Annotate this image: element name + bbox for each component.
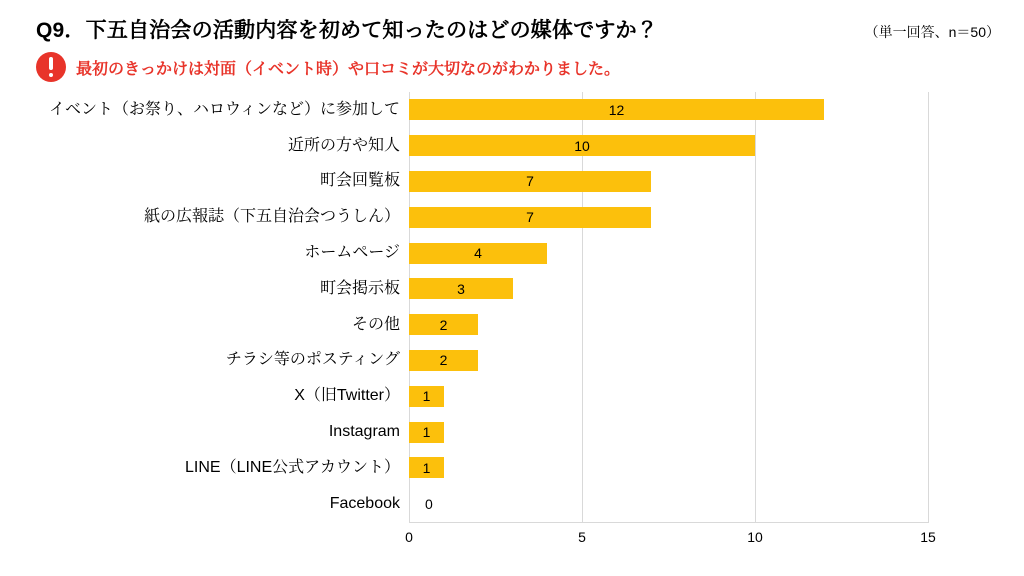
bar-value: 4 xyxy=(474,245,482,262)
plot-area xyxy=(48,92,936,545)
bar-value: 0 xyxy=(425,495,433,512)
x-tick-label: 15 xyxy=(920,529,936,545)
bar xyxy=(409,386,444,407)
page-title: Q9．下五自治会の活動内容を初めて知ったのはどの媒体ですか？ xyxy=(36,19,659,42)
x-tick-label: 10 xyxy=(747,529,763,545)
bar xyxy=(409,314,478,335)
category-label: LINE（LINE公式アカウント） xyxy=(185,458,400,476)
bar xyxy=(409,207,651,228)
table-row xyxy=(185,450,929,486)
category-label: 町会回覧板 xyxy=(319,172,400,190)
bar-value: 1 xyxy=(422,388,431,405)
bar-value: 1 xyxy=(422,459,431,476)
bar-value: 1 xyxy=(422,424,431,441)
category-label: Instagram xyxy=(328,423,400,441)
bar-value: 2 xyxy=(439,352,448,369)
table-row xyxy=(351,307,929,343)
category-label: イベント（お祭り、ハロウィンなど）に参加して xyxy=(48,100,400,118)
bar xyxy=(409,457,444,478)
bar-value: 10 xyxy=(574,137,590,154)
category-label: その他 xyxy=(351,315,400,333)
bar-value: 3 xyxy=(457,280,465,297)
bar-value: 7 xyxy=(526,173,534,190)
chart-header xyxy=(0,0,1024,92)
bar-value: 2 xyxy=(439,316,448,333)
callout xyxy=(36,52,620,82)
category-label: Facebook xyxy=(329,494,400,512)
table-row xyxy=(319,271,929,307)
table-row xyxy=(329,486,929,522)
bar-rows xyxy=(48,92,929,522)
bar xyxy=(409,171,651,192)
table-row xyxy=(287,128,929,164)
bar xyxy=(409,135,755,156)
category-label: 町会掲示板 xyxy=(319,279,400,297)
bar xyxy=(409,278,513,299)
x-tick-label: 5 xyxy=(578,529,586,545)
callout-text: 最初のきっかけは対面（イベント時）や口コミが大切なのがわかりました。 xyxy=(76,60,621,78)
exclamation-icon xyxy=(36,52,66,82)
bar-value: 12 xyxy=(608,101,625,118)
bar xyxy=(409,422,444,443)
sample-size-note: （単一回答、n＝50） xyxy=(864,24,1000,40)
category-label: チラシ等のポスティング xyxy=(225,351,400,369)
table-row xyxy=(328,414,929,450)
table-row xyxy=(143,199,929,235)
table-row xyxy=(294,378,929,414)
category-label: ホームページ xyxy=(304,244,400,262)
x-axis xyxy=(409,522,929,523)
category-label: 近所の方や知人 xyxy=(287,136,400,154)
table-row xyxy=(304,235,929,271)
bar-value: 7 xyxy=(526,209,534,226)
category-label: X（旧Twitter） xyxy=(294,387,400,405)
table-row xyxy=(48,92,929,128)
bar-chart xyxy=(0,92,1024,576)
bar xyxy=(409,350,478,371)
category-label: 紙の広報誌（下五自治会つうしん） xyxy=(143,208,400,226)
table-row xyxy=(225,343,929,379)
table-row xyxy=(319,164,929,200)
bar xyxy=(409,243,547,264)
bar xyxy=(409,99,824,120)
x-tick-label: 0 xyxy=(405,529,413,545)
